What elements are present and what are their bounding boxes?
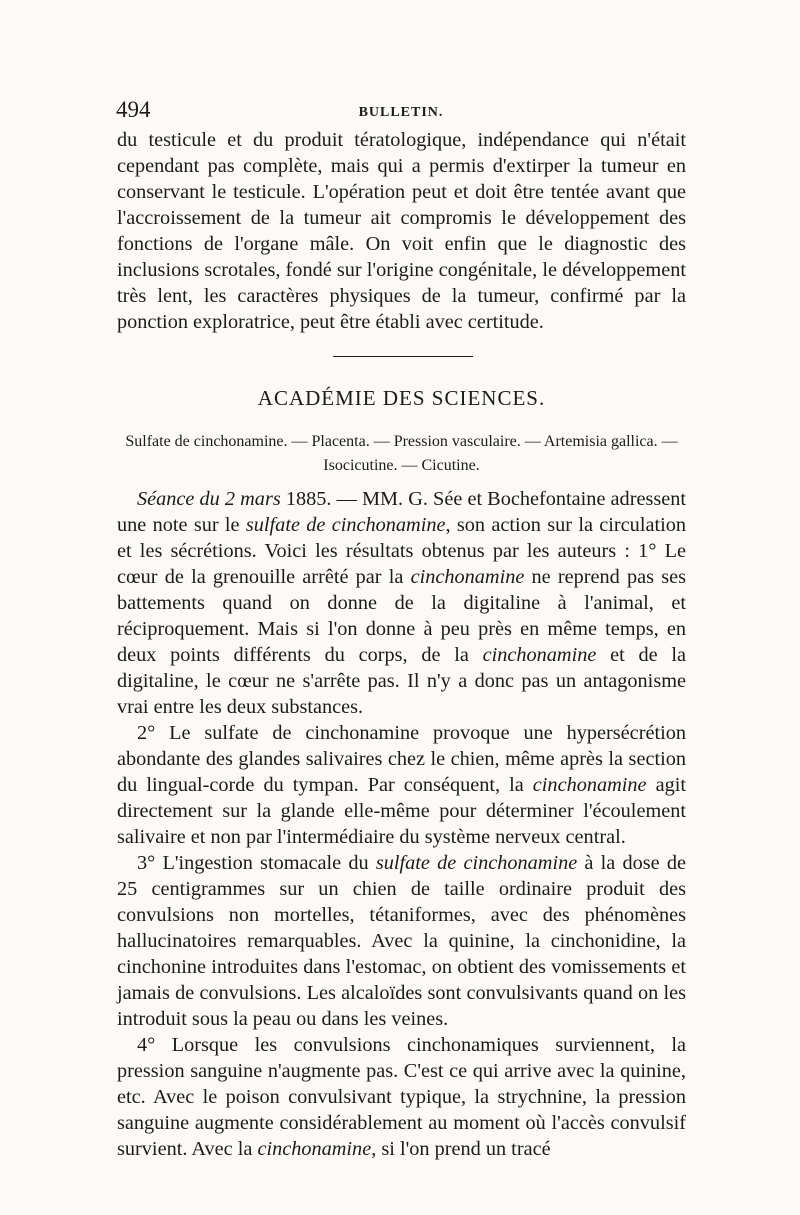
text-run: ne reprend pas ses battements quand on donne de la digitaline à l'animal, et réciproquement. Mais si l'on donne à peu près en même temps, en deux points différents du corps, de la bbox=[117, 566, 687, 666]
text-run: et de la digitaline, le cœur ne s'arrête pas. Il n'y a donc pas un antagonisme vrai entre les deux substances. bbox=[117, 644, 686, 718]
running-head: BULLETIN. bbox=[358, 105, 444, 120]
italic-term: cinchonamine bbox=[482, 644, 597, 666]
paragraph-1 bbox=[117, 486, 686, 720]
paragraph-continuation: du testicule et du produit tératologique, indépendance qui n'était cependant pas complète, mais qui a permis d'extirper la tumeur en conservant le testicule. L'opération peut et doit être tentée avant que l'accroissement de la tumeur ait compromis le développement des fonctions de l'organe mâle. On voit enfin que le diagnostic des inclusions scrotales, fondé sur l'origine congénitale, le développement très lent, les caractères physiques de la tumeur, confirmé par la ponction exploratrice, peut être établi avec certitude. bbox=[117, 129, 686, 333]
text-run: 2° Le sulfate de cinchonamine provoque une hypersécrétion abondante des glandes salivaires chez le chien, même après la section du lingual-corde du tympan. Par conséquent, la bbox=[117, 722, 686, 796]
page-header bbox=[116, 97, 686, 127]
session-year: 1885. bbox=[280, 488, 332, 510]
section-divider bbox=[333, 356, 473, 357]
text-run: , son action sur la circulation et les sécrétions. Voici les résultats obtenus par les auteurs : 1° Le cœur de la grenouille arrêté par la bbox=[117, 514, 687, 588]
paragraph-3 bbox=[117, 850, 686, 1032]
section-summary: Sulfate de cinchonamine. — Placenta. — Pression vasculaire. — Artemisia gallica. — Isocicutine. — Cicutine. bbox=[125, 433, 678, 474]
text-run: 3° L'ingestion stomacale du bbox=[137, 852, 376, 874]
text-run: 4° Lorsque les convulsions cinchonamiques surviennent, la pression sanguine n'augmente pas. C'est ce qui arrive avec la quinine, etc. Avec le poison convulsivant typique, la strychnine, la pression sanguine augmente considérablement au moment où l'accès convulsif survient. Avec la bbox=[117, 1034, 686, 1160]
page-number: 494 bbox=[116, 97, 151, 122]
text-run: agit directement sur la glande elle-même pour déterminer l'écoulement salivaire et non par l'intermédiaire du système nerveux central. bbox=[117, 774, 687, 848]
paragraph-4 bbox=[117, 1032, 686, 1162]
italic-term: sulfate de cinchonamine bbox=[245, 514, 446, 536]
text-run: — MM. G. Sée et Bochefontaine adressent une note sur le bbox=[117, 488, 687, 536]
text-run: à la dose de 25 centigrammes sur un chien de taille ordinaire produit des convulsions non mortelles, tétaniformes, avec des phénomènes hallucinatoires remarquables. Avec la quinine, la cinchonidine, la cinchonine introduites dans l'estomac, on obtient des vomissements et jamais de convulsions. Les alcaloïdes sont convulsivants quand on les introduit sous la peau ou dans les veines. bbox=[117, 852, 686, 1030]
section-title: ACADÉMIE DES SCIENCES. bbox=[257, 386, 546, 410]
italic-term: cinchonamine bbox=[410, 566, 525, 588]
italic-term: sulfate de cinchonamine bbox=[375, 852, 578, 874]
session-date: Séance du 2 mars bbox=[137, 488, 281, 510]
italic-term: cinchonamine bbox=[532, 774, 647, 796]
italic-term: cinchonamine bbox=[257, 1138, 372, 1160]
paragraph-2 bbox=[117, 720, 686, 850]
continuation-text bbox=[117, 127, 686, 335]
text-run: , si l'on prend un tracé bbox=[371, 1138, 551, 1160]
session-report bbox=[117, 486, 686, 1162]
